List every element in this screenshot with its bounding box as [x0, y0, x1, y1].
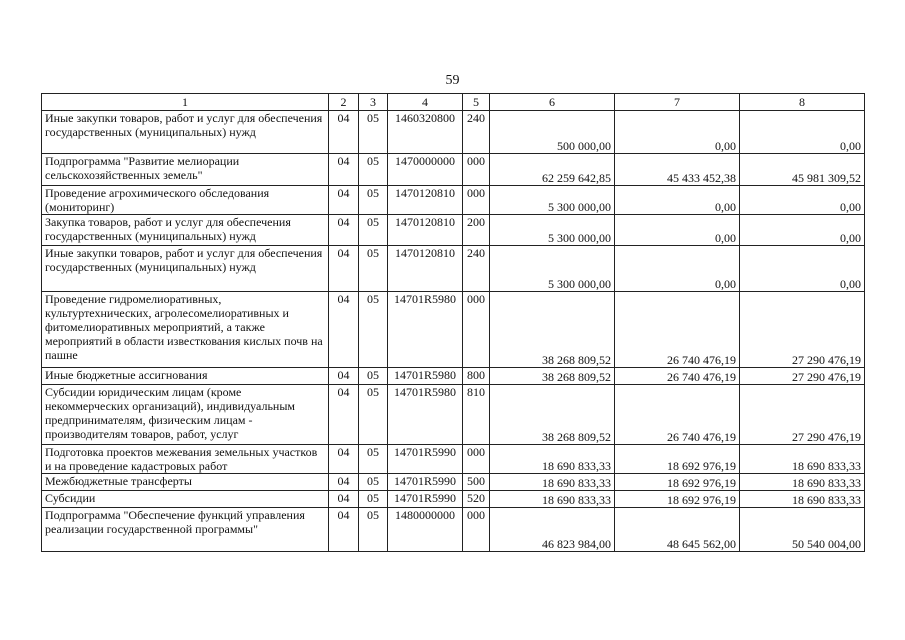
row-expense-type: 240 [463, 246, 490, 292]
row-value-6: 38 268 809,52 [490, 368, 615, 385]
row-expense-type: 000 [463, 186, 490, 215]
header-cell: 7 [615, 94, 740, 111]
row-name: Закупка товаров, работ и услуг для обеспечения государственных (муниципальных) нужд [42, 215, 329, 246]
row-section: 04 [329, 186, 359, 215]
table-row [42, 292, 865, 368]
row-value-8: 27 290 476,19 [740, 292, 865, 368]
table-row [42, 368, 865, 385]
row-subsection: 05 [359, 292, 388, 368]
row-value-7: 26 740 476,19 [615, 385, 740, 445]
row-target-code: 14701R5980 [388, 292, 463, 368]
row-section: 04 [329, 445, 359, 474]
row-name: Подготовка проектов межевания земельных участков и на проведение кадастровых работ [42, 445, 329, 474]
row-section: 04 [329, 215, 359, 246]
row-value-6: 18 690 833,33 [490, 474, 615, 491]
row-value-7: 18 692 976,19 [615, 445, 740, 474]
row-section: 04 [329, 292, 359, 368]
row-subsection: 05 [359, 186, 388, 215]
header-cell: 3 [359, 94, 388, 111]
row-expense-type: 000 [463, 508, 490, 552]
row-target-code: 1460320800 [388, 111, 463, 154]
row-value-8: 0,00 [740, 246, 865, 292]
row-name: Иные закупки товаров, работ и услуг для обеспечения государственных (муниципальных) нужд [42, 111, 329, 154]
row-value-7: 0,00 [615, 111, 740, 154]
table-row [42, 186, 865, 215]
header-cell: 5 [463, 94, 490, 111]
row-section: 04 [329, 111, 359, 154]
row-subsection: 05 [359, 154, 388, 186]
row-section: 04 [329, 246, 359, 292]
row-expense-type: 200 [463, 215, 490, 246]
row-value-6: 38 268 809,52 [490, 292, 615, 368]
header-cell: 6 [490, 94, 615, 111]
row-subsection: 05 [359, 111, 388, 154]
row-target-code: 1470120810 [388, 246, 463, 292]
row-name: Межбюджетные трансферты [42, 474, 329, 491]
row-value-7: 48 645 562,00 [615, 508, 740, 552]
table-row [42, 385, 865, 445]
row-name: Субсидии юридическим лицам (кроме некоммерческих организаций), индивидуальным предпринимателям, физическим лицам - производителям товаров, работ, услуг [42, 385, 329, 445]
row-value-8: 18 690 833,33 [740, 474, 865, 491]
row-value-8: 18 690 833,33 [740, 445, 865, 474]
header-cell: 4 [388, 94, 463, 111]
row-value-8: 0,00 [740, 111, 865, 154]
header-cell: 8 [740, 94, 865, 111]
row-value-6: 46 823 984,00 [490, 508, 615, 552]
row-subsection: 05 [359, 474, 388, 491]
row-target-code: 14701R5980 [388, 385, 463, 445]
row-value-6: 62 259 642,85 [490, 154, 615, 186]
row-subsection: 05 [359, 385, 388, 445]
row-value-7: 45 433 452,38 [615, 154, 740, 186]
row-value-7: 18 692 976,19 [615, 474, 740, 491]
table-row [42, 474, 865, 491]
row-target-code: 1480000000 [388, 508, 463, 552]
row-target-code: 1470120810 [388, 186, 463, 215]
table-row [42, 111, 865, 154]
row-subsection: 05 [359, 215, 388, 246]
row-name: Иные закупки товаров, работ и услуг для обеспечения государственных (муниципальных) нужд [42, 246, 329, 292]
table-row [42, 445, 865, 474]
row-expense-type: 000 [463, 292, 490, 368]
row-value-6: 38 268 809,52 [490, 385, 615, 445]
row-value-7: 0,00 [615, 186, 740, 215]
header-cell: 1 [42, 94, 329, 111]
row-subsection: 05 [359, 491, 388, 508]
row-value-8: 0,00 [740, 215, 865, 246]
row-name: Проведение агрохимического обследования (мониторинг) [42, 186, 329, 215]
row-section: 04 [329, 385, 359, 445]
row-value-6: 18 690 833,33 [490, 491, 615, 508]
row-expense-type: 810 [463, 385, 490, 445]
row-name: Субсидии [42, 491, 329, 508]
row-value-8: 18 690 833,33 [740, 491, 865, 508]
row-section: 04 [329, 154, 359, 186]
row-target-code: 14701R5980 [388, 368, 463, 385]
row-name: Проведение гидромелиоративных, культуртехнических, агролесомелиоративных и фитомелиоративных мероприятий, а также мероприятий в области известкования кислых почв на пашне [42, 292, 329, 368]
table-row [42, 508, 865, 552]
row-value-7: 26 740 476,19 [615, 292, 740, 368]
row-target-code: 14701R5990 [388, 445, 463, 474]
table-row [42, 215, 865, 246]
row-value-7: 0,00 [615, 246, 740, 292]
row-subsection: 05 [359, 246, 388, 292]
header-cell: 2 [329, 94, 359, 111]
row-expense-type: 500 [463, 474, 490, 491]
row-section: 04 [329, 508, 359, 552]
row-subsection: 05 [359, 445, 388, 474]
row-value-8: 45 981 309,52 [740, 154, 865, 186]
row-name: Подпрограмма "Развитие мелиорации сельскохозяйственных земель" [42, 154, 329, 186]
row-value-6: 500 000,00 [490, 111, 615, 154]
table-row [42, 246, 865, 292]
row-expense-type: 000 [463, 445, 490, 474]
row-value-8: 0,00 [740, 186, 865, 215]
row-target-code: 14701R5990 [388, 474, 463, 491]
row-section: 04 [329, 368, 359, 385]
row-value-6: 5 300 000,00 [490, 215, 615, 246]
table-header-row [42, 94, 865, 111]
row-value-8: 50 540 004,00 [740, 508, 865, 552]
table-row [42, 154, 865, 186]
row-value-6: 5 300 000,00 [490, 186, 615, 215]
row-value-7: 26 740 476,19 [615, 368, 740, 385]
row-target-code: 14701R5990 [388, 491, 463, 508]
row-expense-type: 800 [463, 368, 490, 385]
row-target-code: 1470000000 [388, 154, 463, 186]
row-name: Подпрограмма "Обеспечение функций управления реализации государственной программы" [42, 508, 329, 552]
row-value-6: 5 300 000,00 [490, 246, 615, 292]
row-name: Иные бюджетные ассигнования [42, 368, 329, 385]
row-value-7: 0,00 [615, 215, 740, 246]
row-section: 04 [329, 474, 359, 491]
row-value-7: 18 692 976,19 [615, 491, 740, 508]
row-value-6: 18 690 833,33 [490, 445, 615, 474]
budget-table [41, 93, 865, 552]
row-expense-type: 000 [463, 154, 490, 186]
row-subsection: 05 [359, 508, 388, 552]
row-section: 04 [329, 491, 359, 508]
row-expense-type: 240 [463, 111, 490, 154]
row-expense-type: 520 [463, 491, 490, 508]
table-row [42, 491, 865, 508]
row-target-code: 1470120810 [388, 215, 463, 246]
row-subsection: 05 [359, 368, 388, 385]
page-number: 59 [445, 73, 460, 88]
row-value-8: 27 290 476,19 [740, 368, 865, 385]
row-value-8: 27 290 476,19 [740, 385, 865, 445]
